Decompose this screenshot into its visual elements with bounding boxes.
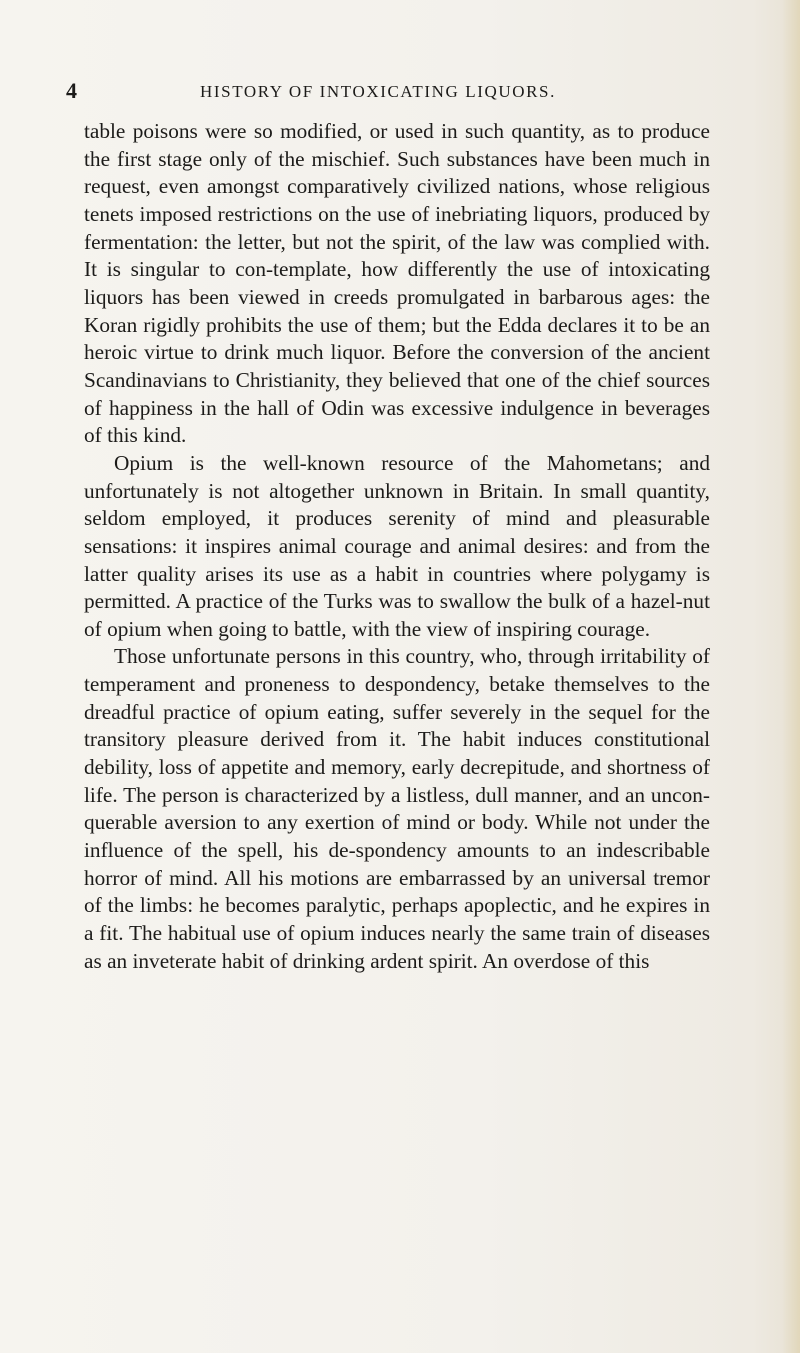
- body-text: [84, 118, 710, 975]
- running-head: HISTORY OF INTOXICATING LIQUORS.: [200, 82, 556, 101]
- page-number: 4: [66, 78, 77, 103]
- page-edge-shading: [782, 0, 800, 1353]
- paragraph-opium: Opium is the well-known resource of the Mahometans; and unfortunately is not altogether unknown in Britain. In small quantity, seldom employed, it produces serenity of mind and pleasurable sensations: it inspires animal courage and animal desires: and from the latter quality arises its use as a habit in countries where polygamy is permitted. A practice of the Turks was to swallow the bulk of a hazel-nut of opium when going to battle, with the view of inspiring courage.: [84, 450, 710, 641]
- paragraph-opium-eaters: Those unfortunate persons in this country, who, through irritability of temperament and proneness to despondency, betake themselves to the dreadful practice of opium eating, suffer severely in the sequel for the transitory pleasure derived from it. The habit induces constitutional debility, loss of appetite and memory, early decrepitude, and shortness of life. The person is characterized by a listless, dull manner, and an uncon-querable aversion to any exertion of mind or body. While not under the influence of the spell, his de-spondency amounts to an indescribable horror of mind. All his motions are embarrassed by an universal tremor of the limbs: he becomes paralytic, perhaps apoplectic, and he expires in a fit. The habitual use of opium induces nearly the same train of diseases as an inveterate habit of drinking ardent spirit. An overdose of this: [84, 644, 710, 973]
- paragraph-continued: table poisons were so modified, or used in such quantity, as to produce the first stage only of the mischief. Such substances have been much in request, even amongst comparatively civilized nations, whose religious tenets imposed restrictions on the use of inebriating liquors, produced by fermentation: the letter, but not the spirit, of the law was complied with. It is singular to con-template, how differently the use of intoxicating liquors has been viewed in creeds promulgated in barbarous ages: the Koran rigidly prohibits the use of them; but the Edda declares it to be an heroic virtue to drink much liquor. Before the conversion of the ancient Scandinavians to Christianity, they believed that one of the chief sources of happiness in the hall of Odin was excessive indulgence in beverages of this kind.: [84, 119, 710, 448]
- page-header: [66, 78, 716, 108]
